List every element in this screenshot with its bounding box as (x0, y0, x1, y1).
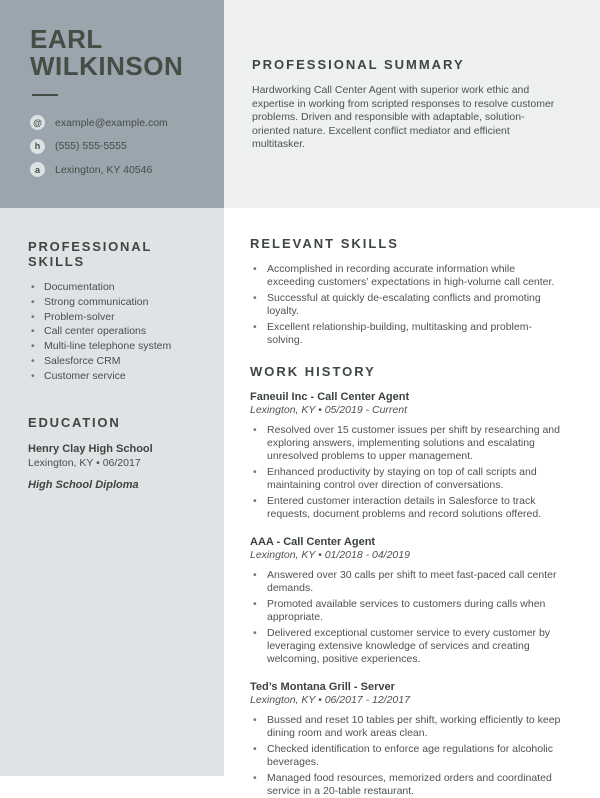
job-entry (250, 536, 562, 666)
job-list (250, 391, 562, 798)
relevant-skill-item: • Excellent relationship-building, multitasking and problem-solving. (250, 321, 562, 347)
person-name (30, 26, 210, 79)
education-degree: High School Diploma (28, 478, 139, 491)
job-bullet: • Resolved over 15 customer issues per shift by researching and exploring answers, implementing solutions and escalating unresolved problems to upper management. (250, 424, 562, 463)
phone-icon: h (30, 139, 45, 154)
job-meta: Lexington, KY • 06/2017 - 12/2017 (250, 694, 410, 706)
person-name-line2: WILKINSON (30, 50, 184, 81)
job-bullets (250, 424, 562, 521)
contact-text: Lexington, KY 40546 (55, 163, 153, 176)
contact-text: example@example.com (55, 116, 168, 129)
job-bullet: • Entered customer interaction details in Salesforce to track requests, document problems and record solutions offered. (250, 495, 562, 521)
relevant-skills-section (250, 236, 562, 347)
work-history-title: WORK HISTORY (250, 364, 376, 379)
professional-skills-list (28, 281, 208, 383)
job-bullet: • Managed food resources, memorized orders and coordinated service in a 20-table restaurant. (250, 772, 562, 798)
job-bullet: • Enhanced productivity by staying on top of call scripts and maintaining control over direction of conversations. (250, 466, 562, 492)
contact-row (30, 162, 210, 177)
skill-item: • Documentation (28, 281, 208, 294)
skill-item: • Strong communication (28, 296, 208, 309)
skill-item: • Multi-line telephone system (28, 340, 208, 353)
skill-item: • Salesforce CRM (28, 355, 208, 368)
job-bullet: • Delivered exceptional customer service to every customer by leveraging extensive knowledge of services and creating welcoming, positive experiences. (250, 627, 562, 666)
relevant-skill-item: • Accomplished in recording accurate information while exceeding customers’ expectations in high-volume call center. (250, 263, 562, 289)
contact-list (30, 115, 210, 177)
summary-title: PROFESSIONAL SUMMARY (252, 57, 465, 72)
relevant-skill-item: • Successful at quickly de-escalating conflicts and promoting loyalty. (250, 292, 562, 318)
education-school: Henry Clay High School (28, 442, 153, 455)
work-history-section (250, 364, 562, 798)
summary-section (224, 0, 600, 208)
skill-item: • Call center operations (28, 325, 208, 338)
name-underline (32, 94, 58, 96)
left-column (0, 208, 224, 776)
right-column (224, 208, 600, 797)
job-bullets (250, 714, 562, 798)
header-band (0, 0, 600, 208)
job-meta: Lexington, KY • 05/2019 - Current (250, 404, 407, 416)
job-bullet: • Answered over 30 calls per shift to meet fast-paced call center demands. (250, 569, 562, 595)
contact-text: (555) 555-5555 (55, 140, 127, 152)
professional-skills-section (28, 239, 208, 383)
education-meta: Lexington, KY • 06/2017 (28, 456, 141, 469)
job-meta: Lexington, KY • 01/2018 - 04/2019 (250, 549, 410, 561)
contact-row (30, 115, 210, 130)
person-name-line1: EARL (30, 24, 103, 54)
education-section (28, 415, 208, 491)
job-bullet: • Bussed and reset 10 tables per shift, working efficiently to keep dining room and work areas clean. (250, 714, 562, 740)
summary-text: Hardworking Call Center Agent with superior work ethic and expertise in working from scripted responses to resolve customer problems. Driven and responsible with adaptable, solution-oriented nature. Excellent conflict mediator and efficient multitasker. (252, 84, 555, 150)
job-title: Faneuil Inc - Call Center Agent (250, 391, 410, 403)
location-icon: a (30, 162, 45, 177)
contact-row (30, 139, 210, 154)
email-icon: @ (30, 115, 45, 130)
job-bullet: • Checked identification to enforce age regulations for alcoholic beverages. (250, 743, 562, 769)
job-entry (250, 391, 562, 521)
name-box (0, 0, 224, 208)
job-entry (250, 681, 562, 798)
job-bullets (250, 569, 562, 666)
skill-item: • Problem-solver (28, 311, 208, 324)
job-title: Ted’s Montana Grill - Server (250, 681, 395, 693)
job-title: AAA - Call Center Agent (250, 536, 376, 548)
relevant-skills-title: RELEVANT SKILLS (250, 236, 399, 251)
relevant-skills-list (250, 263, 562, 347)
job-bullet: • Promoted available services to customers during calls when appropriate. (250, 598, 562, 624)
education-title: EDUCATION (28, 414, 121, 430)
skill-item: • Customer service (28, 370, 208, 383)
professional-skills-title: PROFESSIONAL SKILLS (28, 239, 152, 269)
